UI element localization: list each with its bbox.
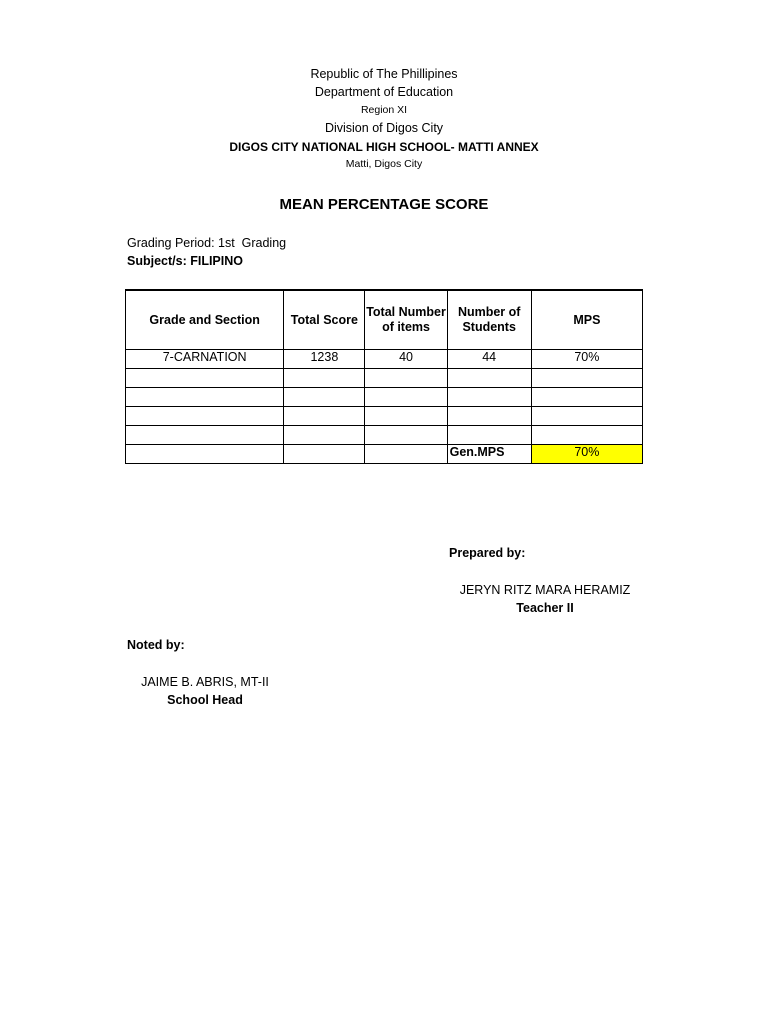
table-cell: 70% — [531, 350, 642, 369]
table-row — [126, 369, 643, 388]
table-cell — [531, 388, 642, 407]
grading-period: Grading Period: 1st Grading — [127, 236, 287, 250]
header-department: Department of Education — [314, 85, 454, 99]
noted-by-title: School Head — [167, 693, 243, 707]
column-header-num-students: Number of Students — [447, 290, 531, 350]
table-cell — [365, 388, 447, 407]
gen-mps-value: 70% — [531, 445, 642, 464]
header-school-address: Matti, Digos City — [345, 158, 423, 170]
table-row — [126, 388, 643, 407]
document-title: MEAN PERCENTAGE SCORE — [279, 196, 489, 213]
table-cell — [284, 369, 365, 388]
subject: Subject/s: FILIPINO — [127, 254, 243, 268]
header-division: Division of Digos City — [324, 121, 444, 135]
table-cell — [284, 445, 365, 464]
table-cell — [531, 369, 642, 388]
table-header-row — [126, 290, 643, 350]
table-cell — [126, 388, 284, 407]
column-header-total-score: Total Score — [284, 290, 365, 350]
table-row — [126, 426, 643, 445]
header-school-name: DIGOS CITY NATIONAL HIGH SCHOOL- MATTI ANNEX — [229, 140, 539, 154]
table-cell — [365, 369, 447, 388]
header-republic: Republic of The Phillipines — [310, 67, 458, 81]
noted-by-label: Noted by: — [127, 638, 185, 652]
prepared-by-name: JERYN RITZ MARA HERAMIZ — [459, 583, 631, 597]
table-cell — [365, 407, 447, 426]
table-cell — [126, 445, 284, 464]
column-header-mps: MPS — [531, 290, 642, 350]
table-cell: 1238 — [284, 350, 365, 369]
table-cell — [531, 426, 642, 445]
mps-table — [125, 289, 643, 464]
table-cell: 44 — [447, 350, 531, 369]
table-cell — [447, 369, 531, 388]
table-cell — [126, 369, 284, 388]
prepared-by-label: Prepared by: — [449, 546, 526, 560]
table-cell — [447, 388, 531, 407]
header-region: Region XI — [360, 104, 408, 116]
table-cell — [447, 426, 531, 445]
table-cell: 7-CARNATION — [126, 350, 284, 369]
table-row — [126, 350, 643, 369]
table-cell — [284, 388, 365, 407]
table-cell — [531, 407, 642, 426]
table-cell — [284, 407, 365, 426]
prepared-by-title: Teacher II — [516, 601, 574, 615]
table-cell: 40 — [365, 350, 447, 369]
column-header-total-items: Total Number of items — [365, 290, 447, 350]
table-cell — [284, 426, 365, 445]
table-row — [126, 407, 643, 426]
table-cell — [365, 426, 447, 445]
table-cell — [447, 407, 531, 426]
noted-by-name: JAIME B. ABRIS, MT-II — [141, 675, 269, 689]
table-cell — [126, 426, 284, 445]
table-cell — [126, 407, 284, 426]
gen-mps-label: Gen.MPS — [447, 445, 531, 464]
table-cell — [365, 445, 447, 464]
gen-mps-row — [126, 445, 643, 464]
column-header-grade-section: Grade and Section — [126, 290, 284, 350]
